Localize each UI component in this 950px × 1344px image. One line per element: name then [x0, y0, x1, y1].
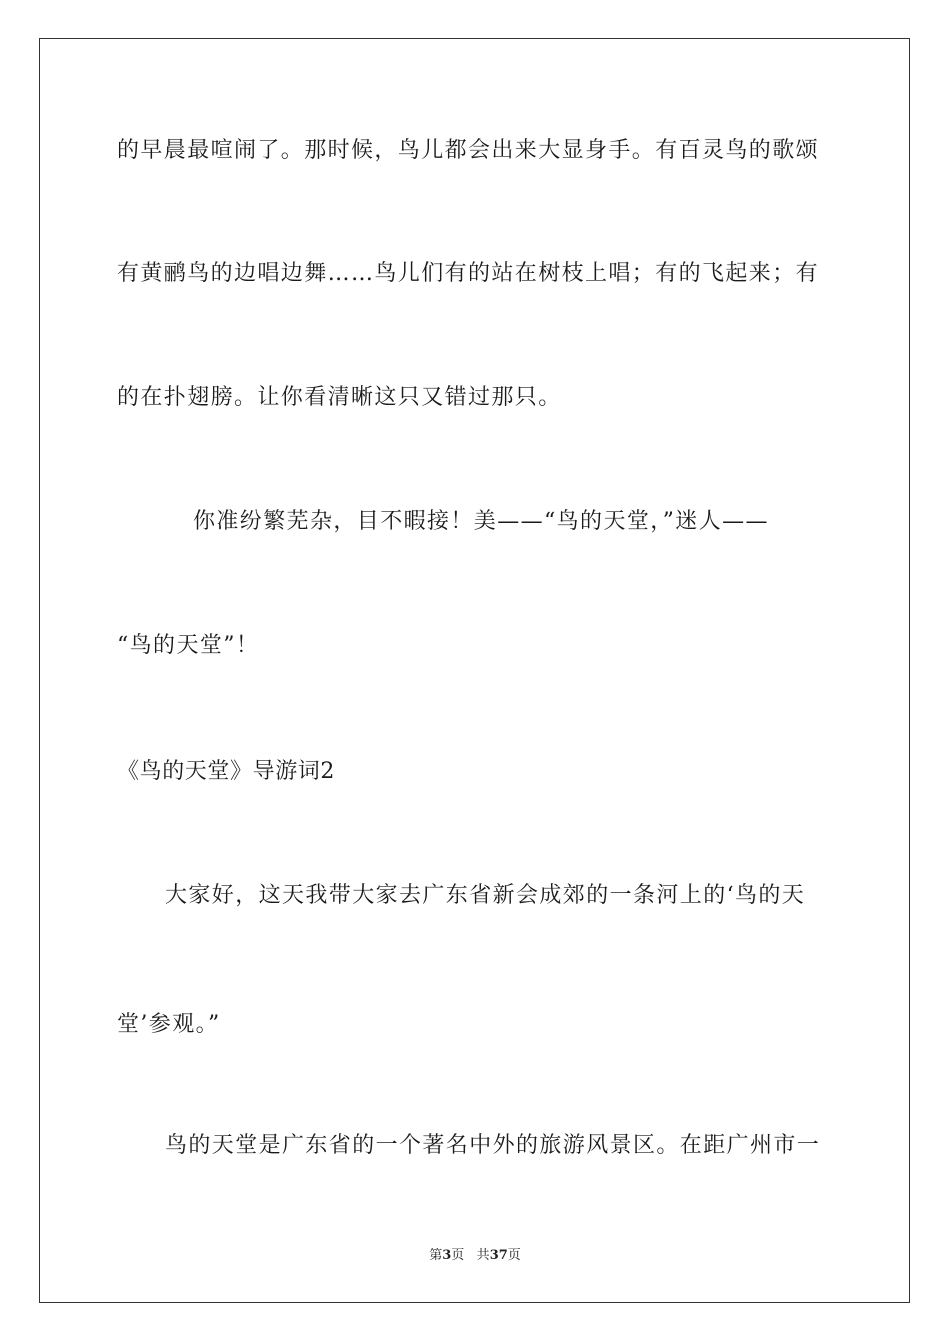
page-number: 3: [442, 1248, 452, 1263]
page-footer: [0, 1247, 950, 1265]
section-heading: 《鸟的天堂》导游词2: [117, 759, 335, 784]
page-number-prefix: 第: [429, 1248, 443, 1263]
paragraph-line: 的早晨最喧闹了。那时候，鸟儿都会出来大显身手。有百灵鸟的歌颂: [117, 138, 820, 163]
page-number-suffix: 页: [451, 1248, 465, 1263]
paragraph-line: 堂’参观。”: [117, 1012, 221, 1037]
paragraph-line: 的在扑翅膀。让你看清晰这只又错过那只。: [117, 385, 562, 410]
paragraph-line: 你准纷繁芜杂，目不暇接！美——“鸟的天堂，”迷人——: [193, 509, 769, 534]
paragraph-line: 大家好，这天我带大家去广东省新会成郊的一条河上的‘鸟的天: [165, 883, 806, 908]
total-pages-prefix: 共: [476, 1248, 490, 1263]
paragraph-line: 有黄鹂鸟的边唱边舞……鸟儿们有的站在树枝上唱；有的飞起来；有: [117, 261, 820, 286]
page-border: [39, 38, 910, 1303]
paragraph-line: “鸟的天堂”！: [117, 633, 260, 658]
paragraph-line: 鸟的天堂是广东省的一个著名中外的旅游风景区。在距广州市一: [165, 1133, 821, 1158]
total-pages-suffix: 页: [507, 1248, 521, 1263]
total-pages: 37: [489, 1248, 508, 1263]
